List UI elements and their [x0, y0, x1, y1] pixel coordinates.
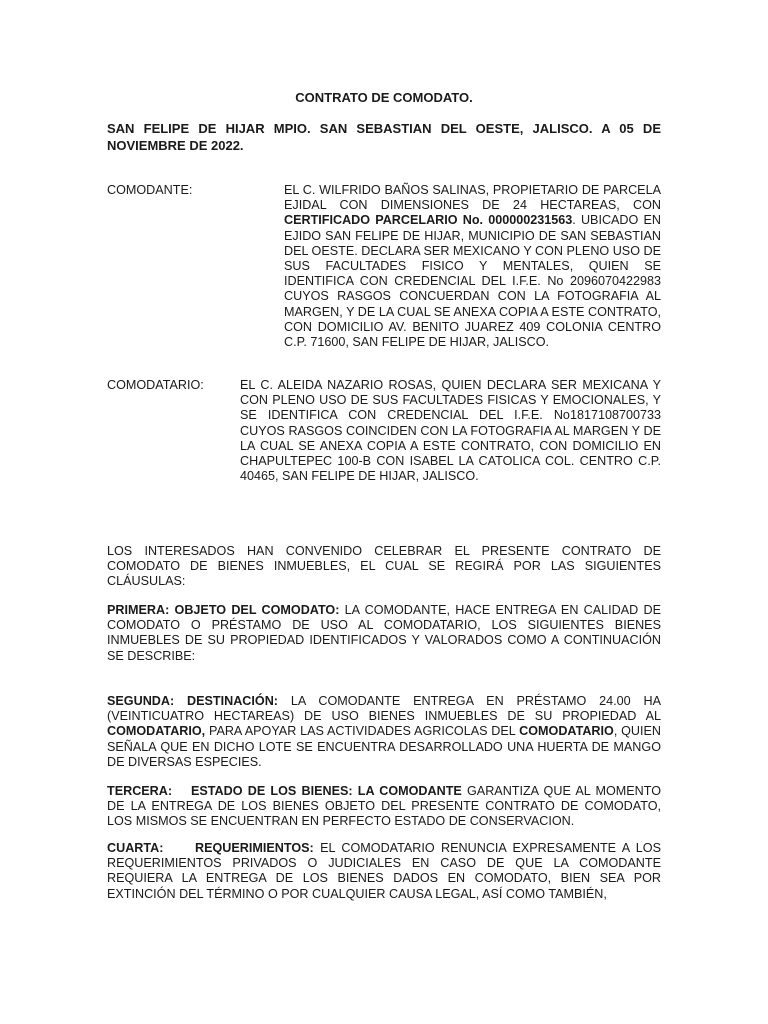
clause-cuarta-subheading: REQUERIMIENTOS: [195, 841, 314, 855]
clause-primera [107, 603, 661, 664]
clause-cuarta-heading: CUARTA: [107, 841, 164, 855]
clause-segunda-text-2: PARA APOYAR LAS ACTIVIDADES AGRICOLAS DEL [205, 724, 520, 739]
clause-segunda [107, 694, 661, 770]
comodante-text-part-2: . UBICADO EN EJIDO SAN FELIPE DE HIJAR, MUNICIPIO DE SAN SEBASTIAN DEL OESTE. DECLARA SER MEXICANO Y CON PLENO USO DE SUS FACULTADES FISICO Y MENTALES, QUIEN SE IDENTIFICA CON CREDENCIAL DEL I.F.E. No 2096070422983 CUYOS RASGOS CONCUERDAN CON LA FOTOGRAFIA AL MARGEN, Y DE LA CUAL SE ANEXA COPIA A ESTE CONTRATO, CON DOMICILIO AV. BENITO JUAREZ 409 COLONIA CENTRO C.P. 71600, SAN FELIPE DE HIJAR, JALISCO. [284, 213, 661, 350]
comodatario-text [240, 378, 661, 484]
clause-cuarta [107, 841, 661, 902]
clause-segunda-bold-2: COMODATARIO [519, 724, 614, 739]
clause-tercera [107, 784, 661, 830]
clause-primera-text: LA COMODANTE, HACE ENTREGA EN CALIDAD DE COMODATO O PRÉSTAMO DE USO AL COMODATARIO, LOS SIGUIENTES BIENES INMUEBLES DE SU PROPIEDAD IDENTIFICADOS Y VALORADOS COMO A CONTINUACIÓN SE DESCRIBE: [107, 603, 661, 663]
clause-segunda-text-1: LA COMODANTE ENTREGA EN PRÉSTAMO 24.00 HA (VEINTICUATRO HECTAREAS) DE USO BIENES INMUEBLES DE SU PROPIEDAD AL [107, 694, 661, 724]
clause-primera-heading: PRIMERA: OBJETO DEL COMODATO: [107, 603, 340, 617]
clause-tercera-heading: TERCERA: [107, 784, 173, 798]
comodatario-label: COMODATARIO: [107, 378, 204, 392]
clause-segunda-text-3: , QUIEN SEÑALA QUE EN DICHO LOTE SE ENCUENTRA DESARROLLADO UNA HUERTA DE MANGO DE DIVERSAS ESPECIES. [107, 724, 661, 769]
comodatario-text-body: EL C. ALEIDA NAZARIO ROSAS, QUIEN DECLARA SER MEXICANA Y CON PLENO USO DE SUS FACULTADES FISICAS Y EMOCIONALES, Y SE IDENTIFICA CON CREDENCIAL DEL I.F.E. No1817108700733 CUYOS RASGOS COINCIDEN CON LA FOTOGRAFIA AL MARGEN Y DE LA CUAL SE ANEXA COPIA A ESTE CONTRATO, CON DOMICILIO EN CHAPULTEPEC 100-B CON ISABEL LA CATOLICA COL. CENTRO C.P. 40465, SAN FELIPE DE HIJAR, JALISCO. [240, 378, 661, 484]
document-title: CONTRATO DE COMODATO. [295, 90, 473, 105]
clause-cuarta-text: EL COMODATARIO RENUNCIA EXPRESAMENTE A LOS REQUERIMIENTOS PRIVADOS O JUDICIALES EN CASO DE QUE LA COMODANTE REQUIERA LA ENTREGA DE LOS BIENES DADOS EN COMODATO, BIEN SEA POR EXTINCIÓN DEL TÉRMINO O POR CUALQUIER CAUSA LEGAL, ASÍ COMO TAMBIÉN, [107, 841, 661, 901]
comodante-text-part-1: EL C. WILFRIDO BAÑOS SALINAS, PROPIETARIO DE PARCELA EJIDAL CON DIMENSIONES DE 24 HECTAREAS, CON [284, 183, 661, 213]
comodante-text [284, 183, 661, 350]
place-date-line: SAN FELIPE DE HIJAR MPIO. SAN SEBASTIAN DEL OESTE, JALISCO. A 05 DE NOVIEMBRE DE 2022. [107, 121, 661, 153]
clause-tercera-text: GARANTIZA QUE AL MOMENTO DE LA ENTREGA DE LOS BIENES OBJETO DEL PRESENTE CONTRATO DE COMODATO, LOS MISMOS SE ENCUENTRAN EN PERFECTO ESTADO DE CONSERVACION. [107, 784, 661, 829]
intro-paragraph: LOS INTERESADOS HAN CONVENIDO CELEBRAR EL PRESENTE CONTRATO DE COMODATO DE BIENES INMUEBLES, EL CUAL SE REGIRÁ POR LAS SIGUIENTES CLÁUSULAS: [107, 544, 661, 589]
clause-segunda-bold-1: COMODATARIO, [107, 724, 206, 739]
comodante-label: COMODANTE: [107, 183, 193, 197]
certificado-parcelario: CERTIFICADO PARCELARIO No. 000000231563 [284, 213, 573, 228]
clause-segunda-heading: SEGUNDA: DESTINACIÓN: [107, 694, 278, 708]
clause-tercera-subheading: ESTADO DE LOS BIENES: LA COMODANTE [191, 784, 462, 798]
